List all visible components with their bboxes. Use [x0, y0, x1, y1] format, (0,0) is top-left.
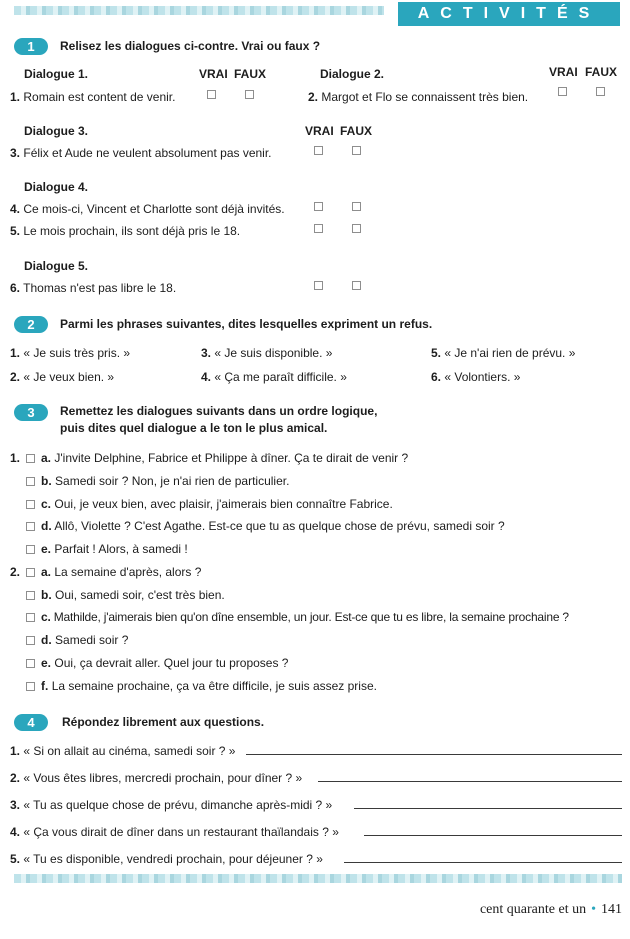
order-checkbox[interactable]	[26, 500, 35, 509]
dialogue-line: a. J'invite Delphine, Fabrice et Philippe à dîner. Ça te dirait de venir ?	[26, 450, 408, 466]
answer-line[interactable]	[354, 808, 622, 809]
statement-6: 6. Thomas n'est pas libre le 18.	[10, 281, 177, 295]
statement-2: 2. Margot et Flo se connaissent très bien.	[308, 90, 529, 104]
section-2-title: Parmi les phrases suivantes, dites lesquelles expriment un refus.	[60, 317, 433, 331]
decorative-band-bottom	[14, 874, 622, 883]
faux-label: FAUX	[234, 67, 267, 81]
statement-3: 3. Félix et Aude ne veulent absolument pas venir.	[10, 146, 272, 160]
page-number-words: cent quarante et un	[479, 902, 587, 917]
section-4-title: Répondez librement aux questions.	[62, 715, 265, 729]
order-checkbox[interactable]	[26, 659, 35, 668]
decorative-band-top	[14, 6, 384, 15]
vrai-label: VRAI	[199, 67, 228, 81]
order-checkbox[interactable]	[26, 545, 35, 554]
order-checkbox[interactable]	[26, 454, 35, 463]
faux-checkbox[interactable]	[352, 202, 361, 211]
faux-label: FAUX	[585, 65, 618, 79]
statement-4: 4. Ce mois-ci, Vincent et Charlotte sont déjà invités.	[10, 202, 285, 216]
faux-checkbox[interactable]	[352, 146, 361, 155]
phrase-1: 1. « Je suis très pris. »	[10, 346, 131, 360]
question-2: 2. « Vous êtes libres, mercredi prochain, pour dîner ? »	[10, 771, 303, 785]
vrai-label: VRAI	[305, 124, 334, 138]
dialogue-2-heading: Dialogue 2.	[320, 67, 385, 81]
question-4: 4. « Ça vous dirait de dîner dans un restaurant thaïlandais ? »	[10, 825, 339, 839]
section-3-title-line-1: Remettez les dialogues suivants dans un ordre logique,	[60, 404, 378, 418]
order-checkbox[interactable]	[26, 477, 35, 486]
dialogue-line: d. Allô, Violette ? C'est Agathe. Est-ce que tu as quelque chose de prévu, samedi soir ?	[26, 518, 505, 534]
section-3-badge: 3	[14, 404, 48, 421]
order-checkbox[interactable]	[26, 636, 35, 645]
phrase-6: 6. « Volontiers. »	[431, 370, 521, 384]
vrai-checkbox[interactable]	[314, 146, 323, 155]
answer-line[interactable]	[318, 781, 622, 782]
order-checkbox[interactable]	[26, 682, 35, 691]
section-1-title: Relisez les dialogues ci-contre. Vrai ou faux ?	[60, 39, 321, 53]
dialogue-line: a. La semaine d'après, alors ?	[26, 564, 201, 580]
dialogue-line: e. Oui, ça devrait aller. Quel jour tu proposes ?	[26, 655, 288, 671]
dialogue-line: b. Oui, samedi soir, c'est très bien.	[26, 587, 225, 603]
group-1-number: 1.	[10, 451, 21, 465]
dialogue-line: c. Oui, je veux bien, avec plaisir, j'aimerais bien connaître Fabrice.	[26, 496, 393, 512]
question-1: 1. « Si on allait au cinéma, samedi soir ? »	[10, 744, 236, 758]
phrase-4: 4. « Ça me paraît difficile. »	[201, 370, 347, 384]
dialogue-line: f. La semaine prochaine, ça va être difficile, je suis assez prise.	[26, 678, 377, 694]
section-3-title-line-2: puis dites quel dialogue a le ton le plus amical.	[60, 421, 328, 435]
faux-checkbox[interactable]	[352, 224, 361, 233]
vrai-checkbox[interactable]	[314, 202, 323, 211]
faux-checkbox[interactable]	[245, 90, 254, 99]
dialogue-3-heading: Dialogue 3.	[24, 124, 89, 138]
order-checkbox[interactable]	[26, 591, 35, 600]
answer-line[interactable]	[246, 754, 622, 755]
dialogue-1-heading: Dialogue 1.	[24, 67, 89, 81]
dialogue-line: e. Parfait ! Alors, à samedi !	[26, 541, 188, 557]
dialogue-5-heading: Dialogue 5.	[24, 259, 89, 273]
answer-line[interactable]	[344, 862, 622, 863]
page-footer	[480, 902, 622, 918]
bullet-icon: •	[591, 902, 596, 917]
dialogue-4-heading: Dialogue 4.	[24, 180, 89, 194]
dialogue-line: b. Samedi soir ? Non, je n'ai rien de particulier.	[26, 473, 289, 489]
vrai-checkbox[interactable]	[207, 90, 216, 99]
vrai-checkbox[interactable]	[314, 224, 323, 233]
phrase-3: 3. « Je suis disponible. »	[201, 346, 333, 360]
phrase-5: 5. « Je n'ai rien de prévu. »	[431, 346, 576, 360]
question-3: 3. « Tu as quelque chose de prévu, dimanche après-midi ? »	[10, 798, 333, 812]
faux-checkbox[interactable]	[352, 281, 361, 290]
section-1-badge: 1	[14, 38, 48, 55]
page-title: ACTIVITÉS	[398, 2, 620, 26]
group-2-number: 2.	[10, 565, 21, 579]
statement-1: 1. Romain est content de venir.	[10, 90, 176, 104]
vrai-checkbox[interactable]	[314, 281, 323, 290]
statement-5: 5. Le mois prochain, ils sont déjà pris le 18.	[10, 224, 241, 238]
order-checkbox[interactable]	[26, 613, 35, 622]
page-number: 141	[601, 902, 622, 917]
faux-checkbox[interactable]	[596, 87, 605, 96]
order-checkbox[interactable]	[26, 568, 35, 577]
faux-label: FAUX	[340, 124, 373, 138]
phrase-2: 2. « Je veux bien. »	[10, 370, 115, 384]
dialogue-line: d. Samedi soir ?	[26, 632, 128, 648]
section-2-badge: 2	[14, 316, 48, 333]
section-4-badge: 4	[14, 714, 48, 731]
question-5: 5. « Tu es disponible, vendredi prochain, pour déjeuner ? »	[10, 852, 323, 866]
dialogue-line: c. Mathilde, j'aimerais bien qu'on dîne ensemble, un jour. Est-ce que tu es libre, la semaine prochaine ?	[26, 609, 569, 625]
order-checkbox[interactable]	[26, 522, 35, 531]
vrai-checkbox[interactable]	[558, 87, 567, 96]
vrai-label: VRAI	[549, 65, 578, 79]
answer-line[interactable]	[364, 835, 622, 836]
